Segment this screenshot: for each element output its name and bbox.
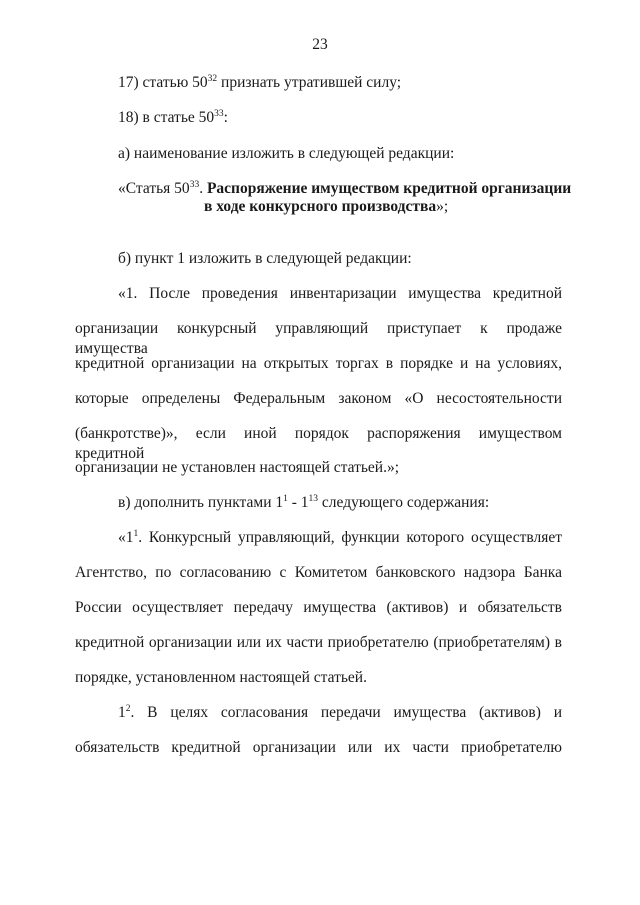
p1-line: кредитной организации на открытых торгах в порядке и на условиях, xyxy=(75,355,562,372)
item-a: а) наименование изложить в следующей редакции: xyxy=(118,145,455,162)
p11-line: Агентство, по согласованию с Комитетом банковского надзора Банка xyxy=(75,564,562,581)
item-v: в) дополнить пунктами $1^1 - 1^{13}$ следующего содержания: xyxy=(118,494,490,511)
article-heading-line2: в ходе конкурсного производства»; xyxy=(204,198,449,215)
p12-line: обязательств кредитной организации или их части приобретателю xyxy=(75,739,562,756)
page-number: 23 xyxy=(312,36,328,53)
p11-line: «$1^1$. Конкурсный управляющий, функции которого осуществляет xyxy=(118,529,562,546)
p1-line: «1. После проведения инвентаризации имущества кредитной xyxy=(118,285,562,302)
item-b: б) пункт 1 изложить в следующей редакции: xyxy=(118,250,412,267)
item-17: 17) статью $50^{32}$ признать утратившей силу; xyxy=(118,74,402,91)
p1-line: организации не установлен настоящей статьей.»; xyxy=(75,459,400,476)
p11-line: кредитной организации или их части приобретателю (приобретателям) в xyxy=(75,634,562,651)
p11-line: порядке, установленном настоящей статьей. xyxy=(75,669,367,686)
p1-line: (банкротстве)», если иной порядок распоряжения имуществом кредитной xyxy=(75,425,562,462)
article-heading-line1: «Статья $50^{33}$. Распоряжение имуществом кредитной организации xyxy=(118,180,572,197)
p11-line: России осуществляет передачу имущества (активов) и обязательств xyxy=(75,599,562,616)
p1-line: организации конкурсный управляющий приступает к продаже имущества xyxy=(75,320,562,357)
item-18: 18) в статье $50^{33}$: xyxy=(118,109,228,126)
p1-line: которые определены Федеральным законом «О несостоятельности xyxy=(75,390,562,407)
p12-line: $1^2$. В целях согласования передачи имущества (активов) и xyxy=(118,704,562,721)
